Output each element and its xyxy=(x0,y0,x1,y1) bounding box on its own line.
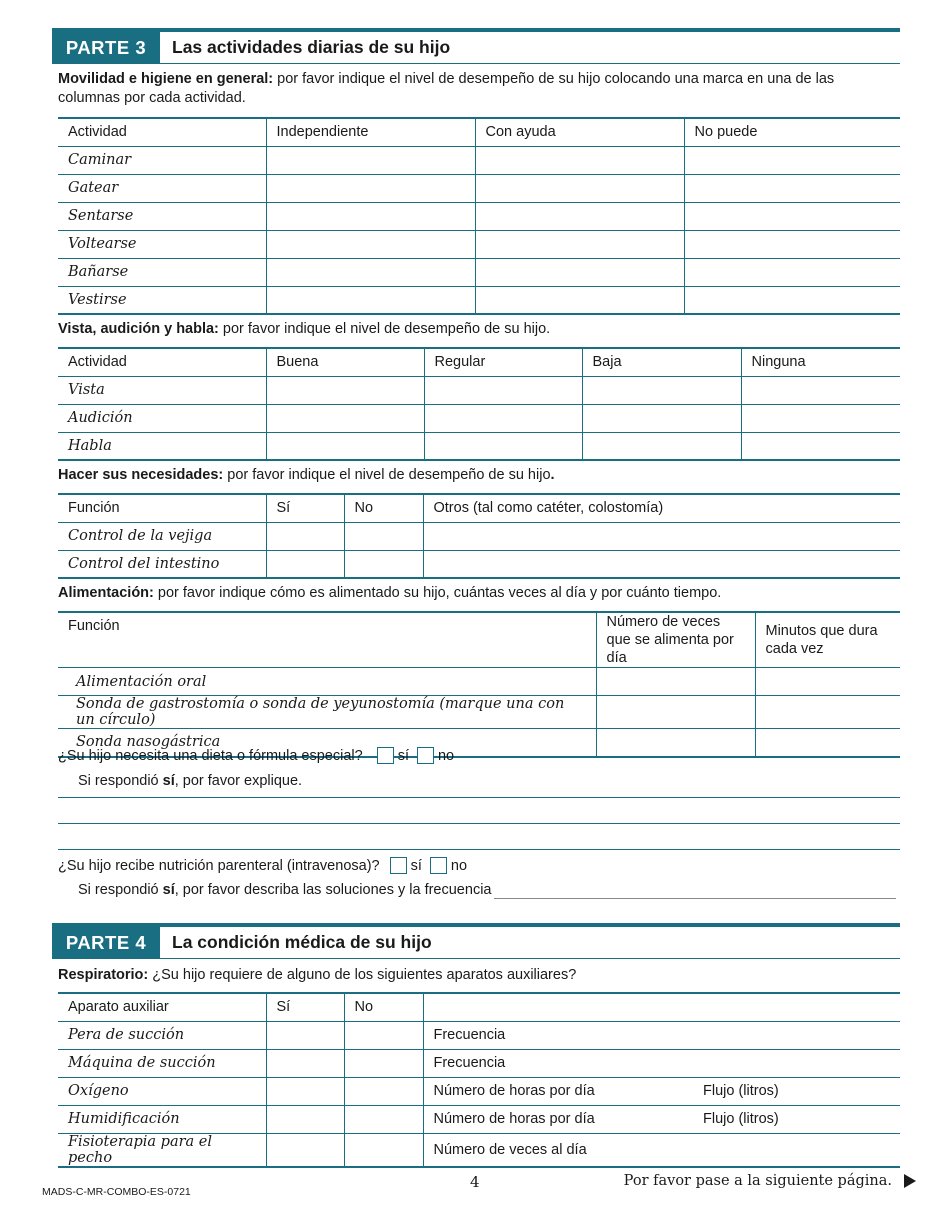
table-header: Actividad xyxy=(58,348,266,376)
device-label: Máquina de succión xyxy=(58,1049,266,1077)
checkbox-cell[interactable] xyxy=(266,432,424,460)
respiratory-intro xyxy=(58,966,900,985)
part3-title: Las actividades diarias de su hijo xyxy=(172,37,451,57)
detail-field-2[interactable]: Flujo (litros) xyxy=(693,1077,900,1105)
detail-field-2[interactable] xyxy=(693,1049,900,1077)
form-code: MADS-C-MR-COMBO-ES-0721 xyxy=(42,1186,191,1198)
feeding-text: por favor indique cómo es alimentado su hijo, cuántas veces al día y por cuánto tiempo. xyxy=(153,585,722,601)
checkbox-cell[interactable] xyxy=(475,146,684,174)
table-row xyxy=(58,696,900,729)
text-cell[interactable] xyxy=(596,668,755,696)
part3-badge: PARTE 3 xyxy=(52,32,160,63)
next-page-text: Por favor pase a la siguiente página. xyxy=(623,1173,892,1189)
checkbox-cell[interactable] xyxy=(266,1133,344,1167)
checkbox-cell[interactable] xyxy=(266,1021,344,1049)
checkbox-cell[interactable] xyxy=(266,522,344,550)
text-cell[interactable] xyxy=(423,550,900,578)
activity-label: Sentarse xyxy=(58,202,266,230)
detail-field[interactable]: Frecuencia xyxy=(423,1049,693,1077)
table-row xyxy=(58,258,900,286)
activity-label: Voltearse xyxy=(58,230,266,258)
diet-explain-pre: Si respondió xyxy=(78,773,163,789)
device-label: Oxígeno xyxy=(58,1077,266,1105)
parenteral-explain-pre: Si respondió xyxy=(78,882,163,898)
part3-header xyxy=(52,28,900,64)
senses-intro xyxy=(58,320,900,339)
detail-field[interactable]: Número de veces al día xyxy=(423,1133,693,1167)
next-page-note xyxy=(624,1173,916,1189)
text-cell[interactable] xyxy=(755,668,900,696)
parenteral-question-row xyxy=(58,857,467,874)
activity-label: Vestirse xyxy=(58,286,266,314)
table-row xyxy=(58,522,900,550)
table-row xyxy=(58,668,900,696)
toileting-text: por favor indique el nivel de desempeño de su hijo xyxy=(223,467,551,483)
diet-no-label: no xyxy=(437,747,455,764)
respiratory-label: Respiratorio: xyxy=(58,967,149,983)
checkbox-cell[interactable] xyxy=(475,174,684,202)
parenteral-question: ¿Su hijo recibe nutrición parenteral (intravenosa)? xyxy=(58,857,380,874)
text-cell[interactable] xyxy=(596,729,755,757)
activity-label: Vista xyxy=(58,376,266,404)
table-header: Independiente xyxy=(266,118,475,146)
table-header: No xyxy=(344,494,423,522)
diet-yes-checkbox[interactable] xyxy=(377,747,394,764)
checkbox-cell[interactable] xyxy=(684,146,900,174)
respiratory-table xyxy=(58,992,900,1168)
checkbox-cell[interactable] xyxy=(684,230,900,258)
table-row xyxy=(58,432,900,460)
feeding-intro xyxy=(58,584,900,603)
table-row xyxy=(58,286,900,314)
table-header: No xyxy=(344,993,423,1021)
checkbox-cell[interactable] xyxy=(344,1133,423,1167)
checkbox-cell[interactable] xyxy=(344,1049,423,1077)
parenteral-yes-checkbox[interactable] xyxy=(390,857,407,874)
diet-answer-line[interactable] xyxy=(58,849,900,850)
parenteral-explain-bold: sí xyxy=(162,882,175,898)
checkbox-cell[interactable] xyxy=(344,1077,423,1105)
table-row xyxy=(58,1049,900,1077)
checkbox-cell[interactable] xyxy=(266,286,475,314)
checkbox-cell[interactable] xyxy=(475,230,684,258)
table-header: Regular xyxy=(424,348,582,376)
checkbox-cell[interactable] xyxy=(266,1105,344,1133)
mobility-table xyxy=(58,117,900,315)
diet-question-row xyxy=(58,747,454,764)
checkbox-cell[interactable] xyxy=(741,404,900,432)
page-number: 4 xyxy=(470,1173,480,1191)
diet-explain-bold: sí xyxy=(162,773,175,789)
checkbox-cell[interactable] xyxy=(266,202,475,230)
table-row xyxy=(58,376,900,404)
diet-answer-line[interactable] xyxy=(58,797,900,798)
checkbox-cell[interactable] xyxy=(582,404,741,432)
checkbox-cell[interactable] xyxy=(266,1049,344,1077)
detail-field-2[interactable] xyxy=(693,1021,900,1049)
checkbox-cell[interactable] xyxy=(424,404,582,432)
device-label: Humidificación xyxy=(58,1105,266,1133)
table-row xyxy=(58,1105,900,1133)
diet-explain xyxy=(78,773,302,789)
activity-label: Caminar xyxy=(58,146,266,174)
device-label: Fisioterapia para el pecho xyxy=(58,1133,266,1167)
checkbox-cell[interactable] xyxy=(684,202,900,230)
table-header: Número de veces que se alimenta por día xyxy=(596,612,755,668)
mobility-label: Movilidad e higiene en general: xyxy=(58,71,274,87)
table-header xyxy=(423,993,900,1021)
function-label: Control del intestino xyxy=(58,550,266,578)
table-header: No puede xyxy=(684,118,900,146)
table-header: Buena xyxy=(266,348,424,376)
checkbox-cell[interactable] xyxy=(344,550,423,578)
table-header: Baja xyxy=(582,348,741,376)
detail-field-2[interactable] xyxy=(693,1133,900,1167)
checkbox-cell[interactable] xyxy=(266,550,344,578)
table-header: Minutos que dura cada vez xyxy=(755,612,900,668)
checkbox-cell[interactable] xyxy=(582,376,741,404)
activity-label: Bañarse xyxy=(58,258,266,286)
table-row xyxy=(58,1133,900,1167)
activity-label: Habla xyxy=(58,432,266,460)
activity-label: Audición xyxy=(58,404,266,432)
table-header: Sí xyxy=(266,494,344,522)
diet-answer-line[interactable] xyxy=(58,823,900,824)
checkbox-cell[interactable] xyxy=(741,432,900,460)
checkbox-cell[interactable] xyxy=(266,1077,344,1105)
text-cell[interactable] xyxy=(755,696,900,729)
table-row xyxy=(58,1021,900,1049)
table-header: Aparato auxiliar xyxy=(58,993,266,1021)
feeding-table xyxy=(58,611,900,758)
table-header: Ninguna xyxy=(741,348,900,376)
device-label: Pera de succión xyxy=(58,1021,266,1049)
checkbox-cell[interactable] xyxy=(344,522,423,550)
table-row xyxy=(58,174,900,202)
checkbox-cell[interactable] xyxy=(266,146,475,174)
checkbox-cell[interactable] xyxy=(424,432,582,460)
checkbox-cell[interactable] xyxy=(266,404,424,432)
table-row xyxy=(58,1077,900,1105)
toileting-intro xyxy=(58,466,900,485)
function-label: Control de la vejiga xyxy=(58,522,266,550)
toileting-text-end: . xyxy=(550,467,555,483)
checkbox-cell[interactable] xyxy=(475,202,684,230)
checkbox-cell[interactable] xyxy=(741,376,900,404)
feeding-label: Alimentación: xyxy=(58,585,154,601)
text-cell[interactable] xyxy=(423,522,900,550)
diet-explain-post: , por favor explique. xyxy=(174,773,303,789)
checkbox-cell[interactable] xyxy=(266,230,475,258)
table-row xyxy=(58,202,900,230)
table-row xyxy=(58,404,900,432)
text-cell[interactable] xyxy=(596,696,755,729)
checkbox-cell[interactable] xyxy=(475,258,684,286)
detail-field-2[interactable]: Flujo (litros) xyxy=(693,1105,900,1133)
detail-field[interactable]: Número de horas por día xyxy=(423,1077,693,1105)
feeding-method-label: Sonda de gastrostomía o sonda de yeyunostomía (marque una con un círculo) xyxy=(58,696,596,729)
checkbox-cell[interactable] xyxy=(684,258,900,286)
checkbox-cell[interactable] xyxy=(475,286,684,314)
diet-question: ¿Su hijo necesita una dieta o fórmula especial? xyxy=(58,747,363,764)
checkbox-cell[interactable] xyxy=(266,174,475,202)
toileting-table xyxy=(58,493,900,579)
checkbox-cell[interactable] xyxy=(684,174,900,202)
part4-title: La condición médica de su hijo xyxy=(172,932,432,952)
toileting-label: Hacer sus necesidades: xyxy=(58,467,224,483)
table-header: Otros (tal como catéter, colostomía) xyxy=(423,494,900,522)
diet-yes-label: sí xyxy=(397,747,409,764)
senses-text: por favor indique el nivel de desempeño de su hijo. xyxy=(218,321,551,337)
arrow-right-icon xyxy=(904,1174,916,1188)
parenteral-no-label: no xyxy=(450,857,468,874)
mobility-text: por favor indique el nivel de desempeño de su hijo colocando una marca en una de las columnas por cada actividad. xyxy=(58,71,835,106)
checkbox-cell[interactable] xyxy=(424,376,582,404)
checkbox-cell[interactable] xyxy=(344,1105,423,1133)
checkbox-cell[interactable] xyxy=(582,432,741,460)
parenteral-yes-label: sí xyxy=(410,857,422,874)
respiratory-text: ¿Su hijo requiere de alguno de los siguientes aparatos auxiliares? xyxy=(148,967,577,983)
table-row xyxy=(58,230,900,258)
feeding-method-label: Sonda nasogástrica xyxy=(58,729,596,757)
checkbox-cell[interactable] xyxy=(684,286,900,314)
detail-field[interactable]: Frecuencia xyxy=(423,1021,693,1049)
part4-badge: PARTE 4 xyxy=(52,927,160,958)
detail-field[interactable]: Número de horas por día xyxy=(423,1105,693,1133)
feeding-method-label: Alimentación oral xyxy=(58,668,596,696)
parenteral-explain xyxy=(78,882,491,898)
table-row xyxy=(58,550,900,578)
checkbox-cell[interactable] xyxy=(266,376,424,404)
table-header: Actividad xyxy=(58,118,266,146)
parenteral-answer-line[interactable] xyxy=(494,898,896,899)
diet-no-checkbox[interactable] xyxy=(417,747,434,764)
checkbox-cell[interactable] xyxy=(344,1021,423,1049)
mobility-intro xyxy=(58,70,900,108)
parenteral-no-checkbox[interactable] xyxy=(430,857,447,874)
table-header: Sí xyxy=(266,993,344,1021)
activity-label: Gatear xyxy=(58,174,266,202)
checkbox-cell[interactable] xyxy=(266,258,475,286)
senses-table xyxy=(58,347,900,461)
table-row xyxy=(58,146,900,174)
part4-header xyxy=(52,923,900,959)
text-cell[interactable] xyxy=(755,729,900,757)
table-header: Función xyxy=(58,494,266,522)
parenteral-explain-post: , por favor describa las soluciones y la frecuencia xyxy=(174,882,492,898)
senses-label: Vista, audición y habla: xyxy=(58,321,219,337)
table-header: Con ayuda xyxy=(475,118,684,146)
table-header: Función xyxy=(58,612,596,668)
